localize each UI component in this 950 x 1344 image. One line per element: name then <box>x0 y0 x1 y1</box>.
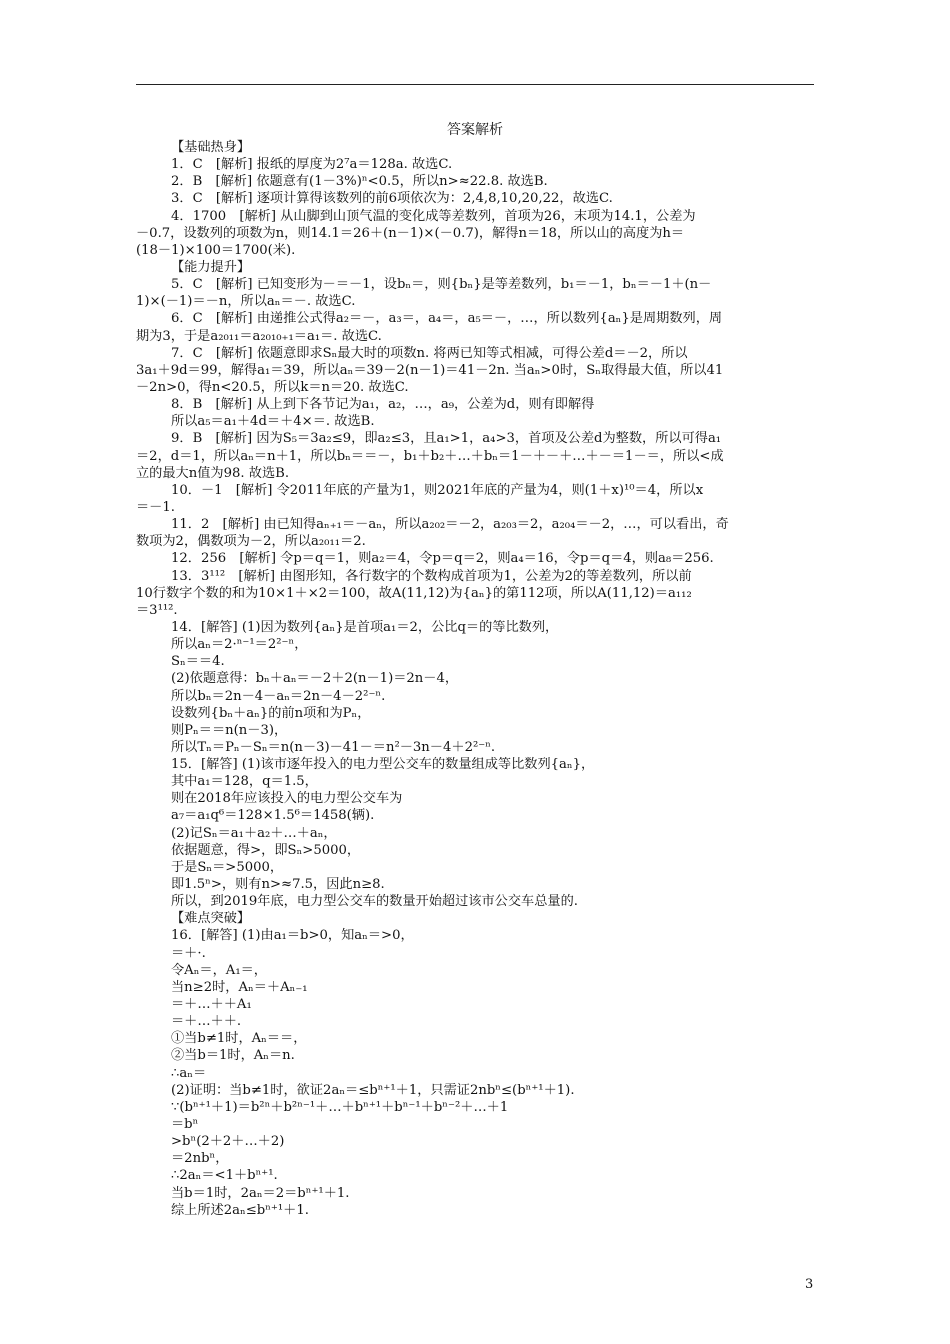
text-line: (2)证明：当b≠1时，欲证2aₙ＝≤bⁿ⁺¹＋1，只需证2nbⁿ≤(bⁿ⁺¹＋1). <box>171 1082 575 1098</box>
text-line: 立的最大n值为98. 故选B. <box>136 465 290 481</box>
text-line: (2)依题意得：bₙ＋aₙ＝－2＋2(n－1)＝2n－4， <box>171 671 459 687</box>
text-line: 10．－1 [解析] 令2011年底的产量为1，则2021年底的产量为4，则(1＋x)¹⁰＝4，所以x <box>171 482 704 498</box>
text-line: 其中a₁＝128，q＝1.5， <box>171 774 318 790</box>
text-line: 则在2018年应该投入的电力型公交车为 <box>171 791 403 807</box>
text-line: Sₙ＝＝4. <box>171 654 225 670</box>
page-title: 答案解析 <box>447 122 503 138</box>
text-line: ＝－1. <box>136 499 175 515</box>
text-line: 【难点突破】 <box>171 911 251 927</box>
text-line: >bⁿ(2＋2＋…＋2) <box>171 1134 285 1150</box>
text-line: ＝＋…＋＋A₁ <box>171 997 252 1013</box>
text-line: 所以Tₙ＝Pₙ－Sₙ＝n(n－3)－41－＝n²－3n－4＋2²⁻ⁿ. <box>171 739 496 755</box>
text-line: 5．C [解析] 已知变形为－＝－1，设bₙ＝，则{bₙ}是等差数列，b₁＝－1，bₙ＝－1＋(n－ <box>171 277 712 293</box>
text-line: 所以，到2019年底，电力型公交车的数量开始超过该市公交车总量的. <box>171 894 579 910</box>
header-rule <box>136 84 814 85</box>
text-line: 14．[解答] (1)因为数列{aₙ}是首项a₁＝2，公比q＝的等比数列， <box>171 619 559 635</box>
text-line: 15．[解答] (1)该市逐年投入的电力型公交车的数量组成等比数列{aₙ}， <box>171 757 595 773</box>
text-line: 11．2 [解析] 由已知得aₙ₊₁＝－aₙ，所以a₂₀₂＝－2，a₂₀₃＝2，a₂₀₄＝－2，…，可以看出，奇 <box>171 517 729 533</box>
text-line: 综上所述2aₙ≤bⁿ⁺¹＋1. <box>171 1202 309 1218</box>
text-line: (18－1)×100＝1700(米). <box>136 242 296 258</box>
text-line: 4．1700 [解析] 从山脚到山顶气温的变化成等差数列，首项为26，末项为14.1，公差为 <box>171 208 696 224</box>
text-line: 【基础热身】 <box>171 140 251 155</box>
text-line: 12．256 [解析] 令p＝q＝1，则a₂＝4，令p＝q＝2，则a₄＝16，令p＝q＝4，则a₈＝256. <box>171 551 714 567</box>
text-line: 8．B [解析] 从上到下各节记为a₁，a₂，…，a₉，公差为d，则有即解得 <box>171 397 595 413</box>
text-line: －2n>0，得n<20.5，所以k＝n＝20. 故选C. <box>136 379 409 395</box>
text-line: ∴aₙ＝ <box>171 1065 207 1081</box>
text-line: ＝3¹¹². <box>136 602 178 618</box>
text-line: 16．[解答] (1)由a₁＝b>0，知aₙ＝>0， <box>171 928 414 944</box>
text-line: －0.7，设数列的项数为n，则14.1＝26＋(n－1)×(－0.7)，解得n＝18，所以山的高度为h＝ <box>136 225 685 241</box>
text-line: ＝＋·. <box>171 945 206 961</box>
text-line: 设数列{bₙ＋aₙ}的前n项和为Pₙ， <box>171 705 371 721</box>
text-line: 依据题意，得>，即Sₙ>5000， <box>171 842 361 858</box>
text-line: ＝＋…＋＋. <box>171 1014 242 1030</box>
text-line: ∵(bⁿ⁺¹＋1)＝b²ⁿ＋b²ⁿ⁻¹＋…＋bⁿ⁺¹＋bⁿ⁻¹＋bⁿ⁻²＋…＋1 <box>171 1099 509 1115</box>
text-line: 9．B [解析] 因为S₅＝3a₂≤9，即a₂≤3，且a₁>1，a₄>3，首项及公差d为整数，所以可得a₁ <box>171 431 722 447</box>
text-line: 于是Sₙ＝>5000， <box>171 859 284 875</box>
page-number: 3 <box>805 1277 814 1292</box>
text-line: 令Aₙ＝，A₁＝， <box>171 962 267 978</box>
text-line: 当n≥2时，Aₙ＝＋Aₙ₋₁ <box>171 979 308 995</box>
text-line: 所以a₅＝a₁＋4d＝＋4×＝. 故选B. <box>171 414 375 430</box>
text-line: ∴2aₙ＝<1＋bⁿ⁺¹. <box>171 1168 278 1184</box>
text-line: ＝bⁿ <box>171 1117 199 1133</box>
text-line: ②当b＝1时，Aₙ＝n. <box>171 1048 295 1064</box>
text-line: 1．C [解析] 报纸的厚度为2⁷a＝128a. 故选C. <box>171 157 453 173</box>
text-line: (2)记Sₙ＝a₁＋a₂＋…＋aₙ， <box>171 825 337 841</box>
text-line: 【能力提升】 <box>171 259 251 275</box>
text-line: 所以aₙ＝2·ⁿ⁻¹＝2²⁻ⁿ， <box>171 637 308 653</box>
text-line: ①当b≠1时，Aₙ＝＝， <box>171 1031 307 1047</box>
text-line: 期为3，于是a₂₀₁₁＝a₂₀₁₀₊₁＝a₁＝. 故选C. <box>136 328 382 344</box>
text-line: 6．C [解析] 由递推公式得a₂＝－，a₃＝，a₄＝，a₅＝－，…，所以数列{aₙ}是周期数列，周 <box>171 311 723 327</box>
text-line: 当b＝1时，2aₙ＝2＝bⁿ⁺¹＋1. <box>171 1185 350 1201</box>
answer-content <box>136 139 814 1219</box>
text-line: 7．C [解析] 依题意即求Sₙ最大时的项数n. 将两已知等式相减，可得公差d＝－2，所以 <box>171 345 688 361</box>
text-line: 3．C [解析] 逐项计算得该数列的前6项依次为：2,4,8,10,20,22，故选C. <box>171 191 613 207</box>
text-line: 2．B [解析] 依题意有(1－3%)ⁿ<0.5，所以n>≈22.8. 故选B. <box>171 174 548 190</box>
text-line: 1)×(－1)＝－n，所以aₙ＝－. 故选C. <box>136 294 356 310</box>
text-line: ＝2，d＝1，所以aₙ＝n＋1，所以bₙ＝＝－，b₁＋b₂＋…＋bₙ＝1－＋－＋…＋－＝1－＝，所以<成 <box>136 448 724 464</box>
text-line: 所以bₙ＝2n－4－aₙ＝2n－4－2²⁻ⁿ. <box>171 688 386 704</box>
text-line: 即1.5ⁿ>，则有n>≈7.5，因此n≥8. <box>171 877 385 893</box>
text-line: a₇＝a₁q⁶＝128×1.5⁶＝1458(辆). <box>171 808 375 824</box>
text-line: 数项为2，偶数项为－2，所以a₂₀₁₁＝2. <box>136 534 366 550</box>
text-line: 则Pₙ＝＝n(n－3)， <box>171 722 288 738</box>
text-line: 3a₁＋9d＝99，解得a₁＝39，所以aₙ＝39－2(n－1)＝41－2n. 当aₙ>0时，Sₙ取得最大值，所以41 <box>136 362 724 378</box>
text-line: ＝2nbⁿ， <box>171 1151 229 1167</box>
text-line: 10行数字个数的和为10×1＋×2＝100，故A(11,12)为{aₙ}的第112项，所以A(11,12)＝a₁₁₂ <box>136 585 692 601</box>
text-line: 13．3¹¹² [解析] 由图形知，各行数字的个数构成首项为1，公差为2的等差数列，所以前 <box>171 568 692 584</box>
